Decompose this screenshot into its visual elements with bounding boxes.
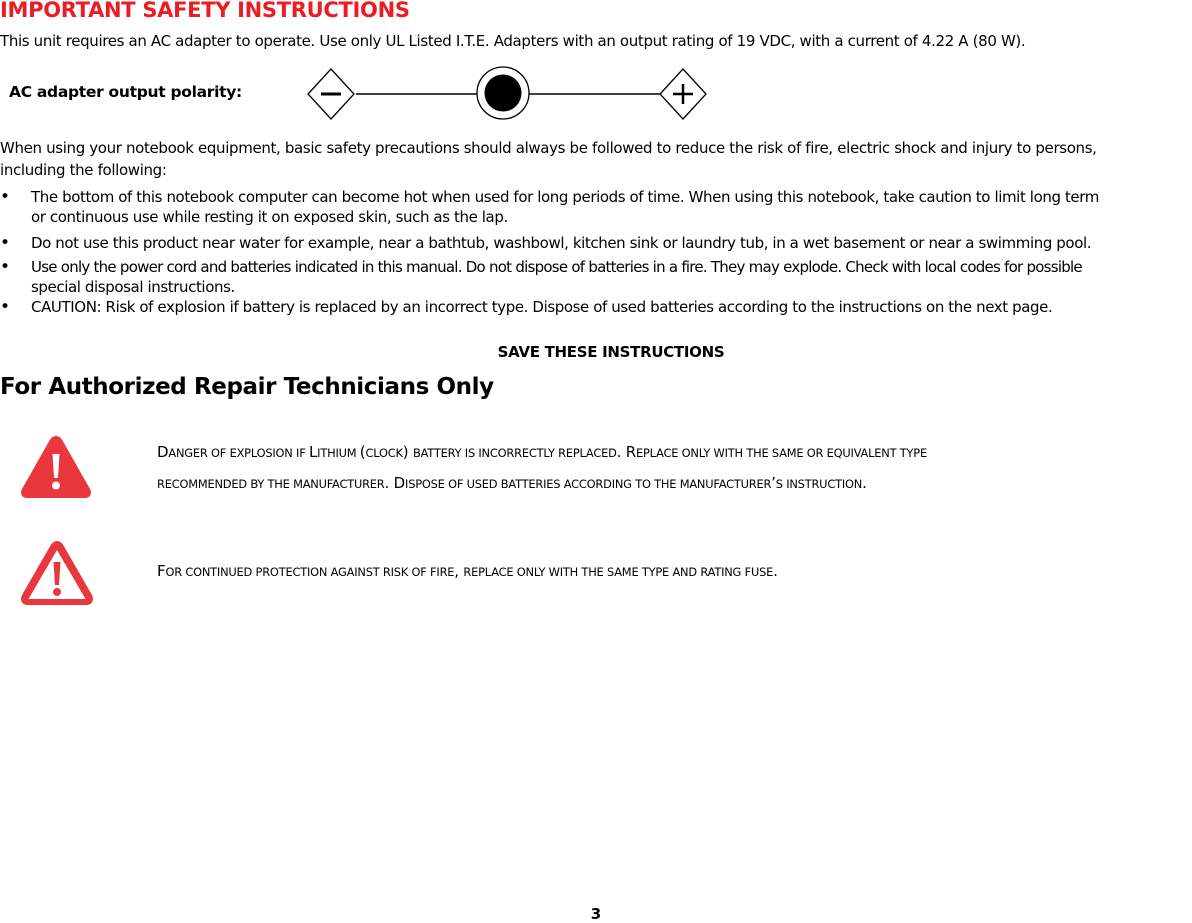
bullet-icon: • bbox=[0, 233, 10, 253]
page-title: IMPORTANT SAFETY INSTRUCTIONS bbox=[0, 0, 410, 22]
warning-line: RECOMMENDED BY THE MANUFACTURER. DISPOSE OF USED BATTERIES ACCORDING TO THE MANUFACTURER’S INSTRUCTION. bbox=[157, 474, 867, 492]
precautions-text-line1: When using your notebook equipment, basic safety precautions should always be followed to reduce the risk of fire, electric shock and injury to persons, bbox=[0, 139, 1097, 157]
bullet-icon: • bbox=[0, 257, 10, 277]
bullet-icon: • bbox=[0, 297, 10, 317]
polarity-diagram-icon bbox=[300, 62, 720, 126]
section-heading: For Authorized Repair Technicians Only bbox=[0, 374, 494, 400]
lithium-battery-warning bbox=[157, 437, 927, 499]
warning-triangle-icon bbox=[18, 433, 94, 501]
warning-line: FOR CONTINUED PROTECTION AGAINST RISK OF FIRE, REPLACE ONLY WITH THE SAME TYPE AND RATING FUSE. bbox=[157, 562, 778, 580]
warning-triangle-outline-icon bbox=[18, 539, 96, 609]
save-instructions: SAVE THESE INSTRUCTIONS bbox=[497, 343, 725, 361]
bullet-icon: • bbox=[0, 187, 10, 207]
fuse-warning bbox=[157, 556, 778, 587]
adapter-requirement-text: This unit requires an AC adapter to operate. Use only UL Listed I.T.E. Adapters with an output rating of 19 VDC, with a current of 4.22 A (80 W). bbox=[0, 32, 1026, 50]
precautions-text-line2: including the following: bbox=[0, 161, 167, 179]
polarity-label: AC adapter output polarity: bbox=[9, 83, 242, 101]
warning-line: DANGER OF EXPLOSION IF LITHIUM (CLOCK) BATTERY IS INCORRECTLY REPLACED. REPLACE ONLY WITH THE SAME OR EQUIVALENT TYPE bbox=[157, 443, 927, 461]
page-number: 3 bbox=[590, 905, 602, 923]
center-pin-icon bbox=[485, 75, 522, 112]
